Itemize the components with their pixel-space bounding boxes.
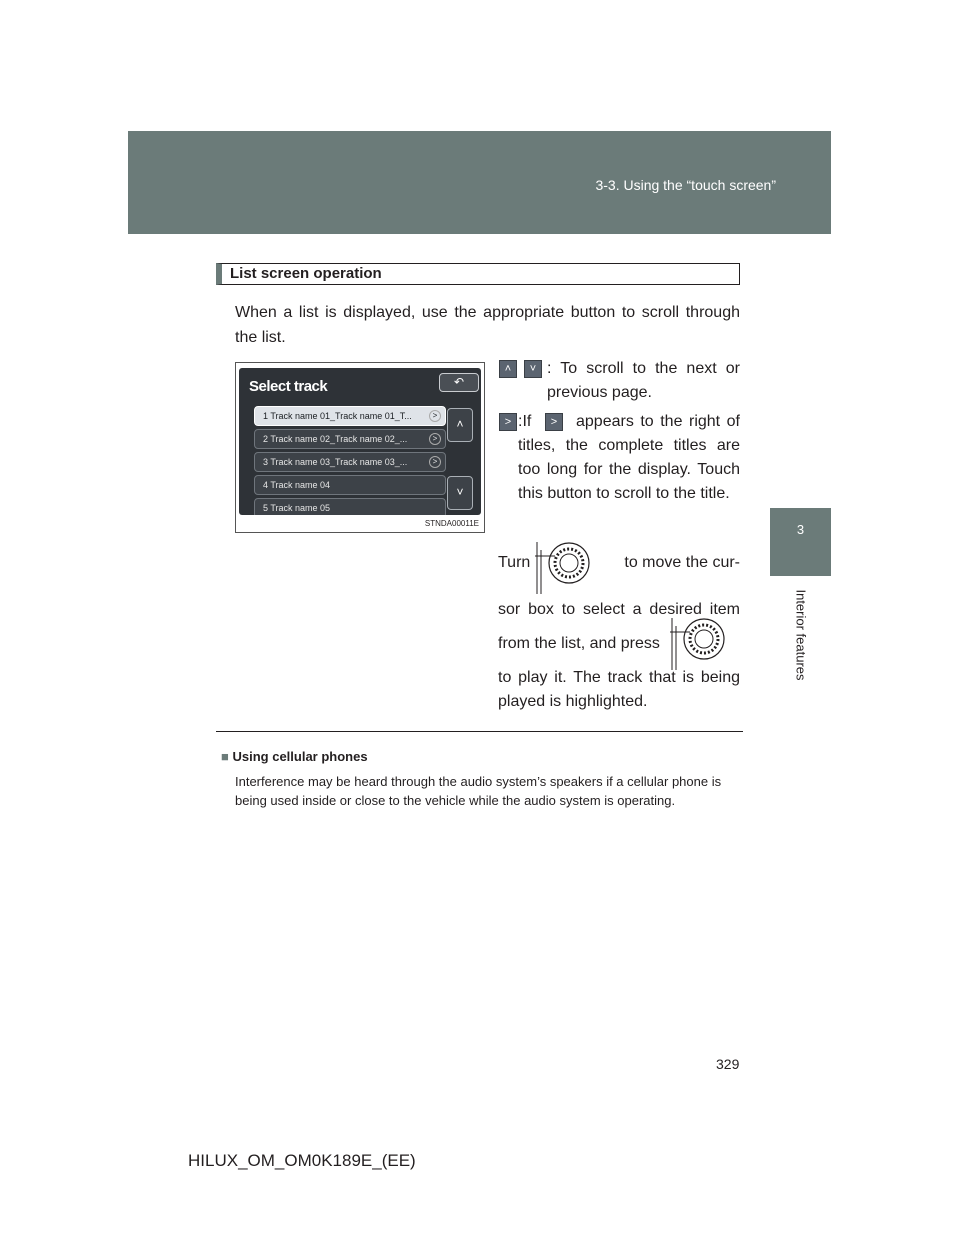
track-label: 4 Track name 04	[263, 480, 331, 490]
intro-paragraph: When a list is displayed, use the appropriate button to scroll through the list.	[235, 304, 740, 346]
page-up-button[interactable]: ˄	[447, 408, 473, 442]
divider	[216, 731, 743, 732]
title-scroll-icon[interactable]: >	[429, 433, 441, 445]
track-label: 2 Track name 02_Track name 02_...	[263, 434, 408, 444]
title-scroll-description: appears to the right of titles, the complete titles are too long for the display. Touch this button to scroll to the title.	[518, 413, 740, 502]
track-row[interactable]	[254, 452, 446, 472]
play-description: to play it. The track that is being played is highlighted.	[498, 669, 740, 710]
track-label: 1 Track name 01_Track name 01_T...	[263, 411, 412, 421]
note-heading	[221, 749, 368, 764]
title-scroll-icon: >	[499, 413, 517, 431]
section-heading: List screen operation	[216, 263, 740, 285]
header-band	[128, 131, 831, 234]
track-row[interactable]	[254, 429, 446, 449]
touch-screen	[239, 368, 481, 515]
title-scroll-icon[interactable]: >	[429, 410, 441, 422]
page-up-icon: ˄	[499, 360, 517, 378]
turn-word: Turn	[498, 554, 531, 571]
track-row[interactable]	[254, 406, 446, 426]
bullet-icon: ■	[221, 749, 229, 764]
section-breadcrumb: 3-3. Using the “touch screen”	[595, 177, 776, 193]
chapter-label-text: Interior features	[793, 589, 808, 681]
turn-description: to move the cur-	[624, 554, 740, 571]
track-row[interactable]	[254, 475, 446, 495]
image-code: STNDA00011E	[424, 519, 479, 528]
back-button[interactable]: ↶	[439, 373, 479, 392]
track-list	[254, 406, 446, 515]
note-body: Interference may be heard through the audio system’s speakers if a cellular phone is being used inside or close to the vehicle while the audio system is operating.	[235, 774, 722, 808]
note-heading-text: Using cellular phones	[232, 749, 368, 764]
track-label: 5 Track name 05	[263, 503, 331, 513]
page-number: 329	[716, 1056, 740, 1072]
scroll-description: : To scroll to the next or previous page.	[547, 360, 740, 401]
title-scroll-icon[interactable]: >	[429, 456, 441, 468]
title-scroll-prefix: :If	[518, 413, 532, 430]
track-row[interactable]	[254, 498, 446, 515]
tune-knob-icon	[670, 612, 728, 670]
title-scroll-icon: >	[545, 413, 563, 431]
footer-code: HILUX_OM_OM0K189E_(EE)	[188, 1151, 416, 1170]
tune-knob-icon	[535, 536, 593, 594]
chapter-tab: 3	[770, 508, 831, 576]
screen-title: Select track	[249, 378, 328, 395]
press-description: from the list, and press	[498, 635, 660, 652]
cursor-description: sor box to select a desired item	[498, 601, 740, 618]
page-down-button[interactable]: ˅	[447, 476, 473, 510]
track-label: 3 Track name 03_Track name 03_...	[263, 457, 408, 467]
page-down-icon: ˅	[524, 360, 542, 378]
screen-illustration	[235, 362, 485, 533]
chapter-label	[770, 580, 831, 690]
